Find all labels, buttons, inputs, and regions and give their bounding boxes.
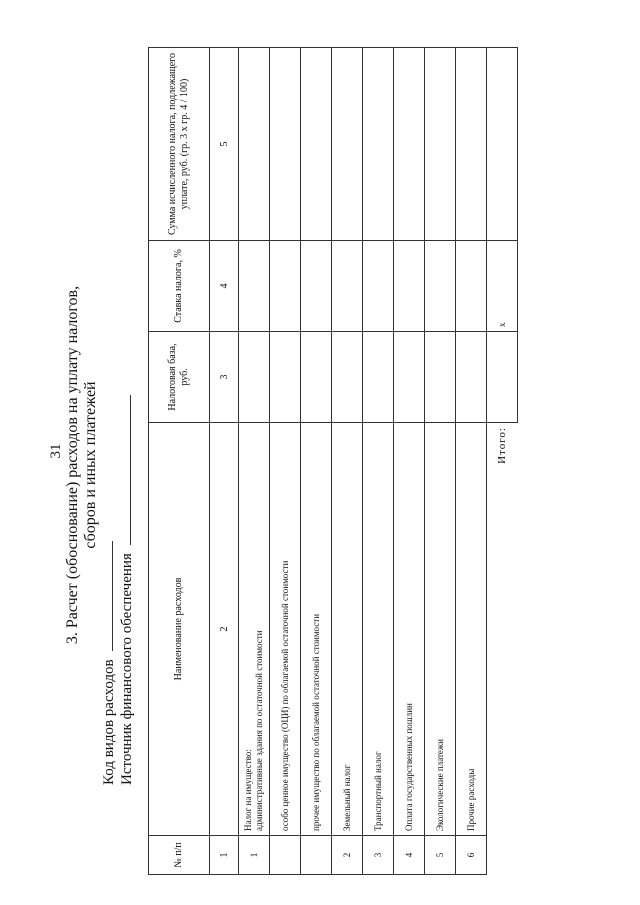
total-rate-cell: х xyxy=(487,241,518,332)
row-sum-cell[interactable] xyxy=(394,48,425,241)
row-rate-cell[interactable] xyxy=(239,241,270,332)
row-num: 2 xyxy=(332,836,363,875)
row-name: прочее имущество по облагаемой остаточной стоимости xyxy=(301,423,332,836)
row-num xyxy=(301,836,332,875)
row-name: Земельный налог xyxy=(332,423,363,836)
row-name xyxy=(239,423,270,836)
table-row xyxy=(239,48,270,875)
row-name-line2: административные здания по остаточной стоимости xyxy=(254,630,264,831)
total-spacer xyxy=(487,836,518,875)
row-num: 5 xyxy=(425,836,456,875)
table-row xyxy=(394,48,425,875)
funding-source-label: Источник финансового обеспечения xyxy=(119,553,135,785)
row-base-cell[interactable] xyxy=(332,332,363,423)
title-line-1: 3. Расчет (обоснование) расходов на уплату налогов, xyxy=(64,285,81,645)
row-num: 3 xyxy=(363,836,394,875)
expense-code-label: Код видов расходов xyxy=(101,659,117,785)
header-name: Наименование расходов xyxy=(149,423,210,836)
row-name: Экологические платежи xyxy=(425,423,456,836)
expense-code-field[interactable] xyxy=(100,541,113,651)
row-base-cell[interactable] xyxy=(301,332,332,423)
row-base-cell[interactable] xyxy=(394,332,425,423)
row-num: 4 xyxy=(394,836,425,875)
tax-calculation-table xyxy=(148,47,518,875)
title-line-2: сборов и иных платежей xyxy=(82,381,99,549)
row-rate-cell[interactable] xyxy=(363,241,394,332)
row-base-cell[interactable] xyxy=(270,332,301,423)
total-base-cell[interactable] xyxy=(487,332,518,423)
header-sum: Сумма исчисленного налога, подлежащего уплате, руб. (гр. 3 х гр. 4 / 100) xyxy=(149,48,210,241)
row-sum-cell[interactable] xyxy=(456,48,487,241)
page-number: 31 xyxy=(48,443,64,459)
col-number-5: 5 xyxy=(210,48,239,241)
header-rate: Ставка налога, % xyxy=(149,241,210,332)
row-sum-cell[interactable] xyxy=(363,48,394,241)
row-sum-cell[interactable] xyxy=(301,48,332,241)
page-title xyxy=(64,175,100,755)
row-base-cell[interactable] xyxy=(456,332,487,423)
row-sum-cell[interactable] xyxy=(270,48,301,241)
row-name-line1: Налог на имущество: xyxy=(243,749,253,831)
row-rate-cell[interactable] xyxy=(270,241,301,332)
header-base: Налоговая база, руб. xyxy=(149,332,210,423)
column-number-row xyxy=(210,48,239,875)
row-name: особо ценное имущество (ОЦИ) по облагаемой остаточной стоимости xyxy=(270,423,301,836)
row-name: Прочие расходы xyxy=(456,423,487,836)
row-name: Транспортный налог xyxy=(363,423,394,836)
row-name: Оплата государственных пошлин xyxy=(394,423,425,836)
row-num xyxy=(270,836,301,875)
header-num: № п/п xyxy=(149,836,210,875)
col-number-1: 1 xyxy=(210,836,239,875)
row-rate-cell[interactable] xyxy=(394,241,425,332)
table-row xyxy=(363,48,394,875)
total-sum-cell[interactable] xyxy=(487,48,518,241)
table-row xyxy=(301,48,332,875)
funding-source-row xyxy=(118,395,136,785)
header-row xyxy=(149,48,210,875)
row-sum-cell[interactable] xyxy=(239,48,270,241)
funding-source-field[interactable] xyxy=(118,395,131,545)
row-rate-cell[interactable] xyxy=(301,241,332,332)
row-sum-cell[interactable] xyxy=(425,48,456,241)
table-row xyxy=(270,48,301,875)
table-row xyxy=(425,48,456,875)
total-label: Итого: xyxy=(487,423,518,836)
table-row xyxy=(456,48,487,875)
row-base-cell[interactable] xyxy=(239,332,270,423)
row-base-cell[interactable] xyxy=(425,332,456,423)
col-number-4: 4 xyxy=(210,241,239,332)
row-rate-cell[interactable] xyxy=(456,241,487,332)
total-row xyxy=(487,48,518,875)
row-num: 1 xyxy=(239,836,270,875)
row-rate-cell[interactable] xyxy=(425,241,456,332)
row-sum-cell[interactable] xyxy=(332,48,363,241)
col-number-3: 3 xyxy=(210,332,239,423)
table-row xyxy=(332,48,363,875)
row-rate-cell[interactable] xyxy=(332,241,363,332)
col-number-2: 2 xyxy=(210,423,239,836)
row-base-cell[interactable] xyxy=(363,332,394,423)
expense-code-row xyxy=(100,541,118,785)
row-num: 6 xyxy=(456,836,487,875)
